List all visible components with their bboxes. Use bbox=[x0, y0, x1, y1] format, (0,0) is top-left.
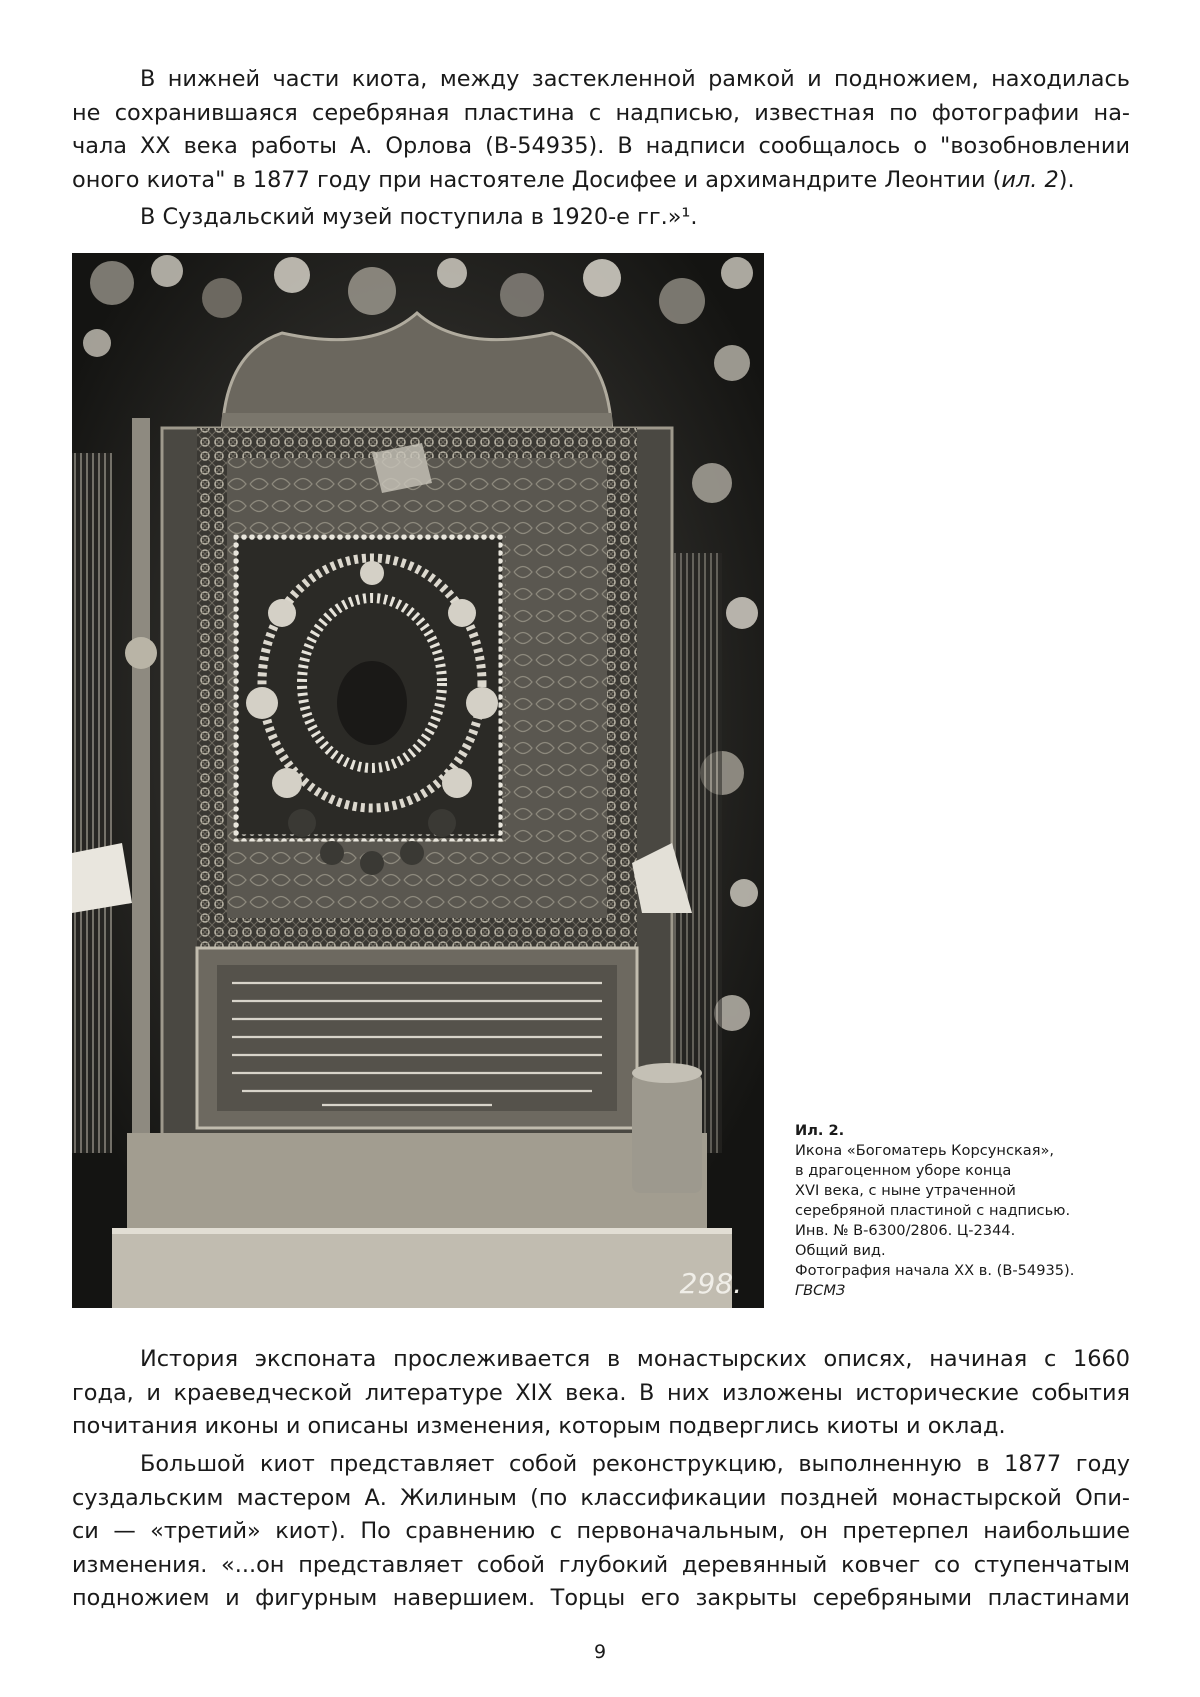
text-line: си — «третий» киот). По сравнению с первоначальным, он претерпел наибольшие bbox=[72, 1518, 1130, 1544]
icon-photograph bbox=[72, 253, 764, 1308]
text-line: Большой киот представляет собой реконструкцию, выполненную в 1877 году bbox=[140, 1451, 1130, 1477]
page-number: 9 bbox=[593, 1641, 607, 1663]
paragraph-large-kiot bbox=[72, 1448, 1130, 1616]
text-line bbox=[72, 164, 1130, 198]
paragraph-kiot-plate bbox=[72, 63, 1130, 197]
text-line: подножием и фигурным навершием. Торцы его закрыты серебряными пластинами bbox=[72, 1585, 1130, 1611]
paragraph-history bbox=[72, 1343, 1130, 1444]
plate-number: 298. bbox=[679, 1267, 742, 1300]
text-line: не сохранившаяся серебряная пластина с надписью, известная по фотографии на- bbox=[72, 99, 1130, 126]
text-fragment: ). bbox=[1058, 166, 1075, 193]
caption-line: серебряной пластиной с надписью. bbox=[795, 1202, 1071, 1219]
caption-line: Общий вид. bbox=[795, 1242, 886, 1259]
text-line: изменения. «...он представляет собой глубокий деревянный ковчег со ступенчатым bbox=[72, 1551, 1130, 1578]
caption-line: Инв. № В-6300/2806. Ц-2344. bbox=[795, 1222, 1016, 1239]
text-line: В нижней части киота, между застекленной рамкой и подножием, находилась bbox=[140, 66, 1130, 92]
caption-line: Фотография начала XX в. (В-54935). bbox=[795, 1262, 1075, 1279]
caption-line: XVI века, с ныне утраченной bbox=[795, 1182, 1016, 1199]
caption-line: в драгоценном уборе конца bbox=[795, 1162, 1012, 1179]
caption-source: ГВСМЗ bbox=[795, 1282, 846, 1299]
illustration-caption bbox=[795, 1121, 1125, 1301]
paragraph-museum bbox=[72, 201, 1130, 235]
text-line: чала XX века работы А. Орлова (В-54935). В надписи сообщалось о "возобновлении bbox=[72, 133, 1130, 159]
text-line: История экспоната прослеживается в монастырских описях, начиная с 1660 bbox=[140, 1346, 1130, 1372]
text-fragment: оного киота" в 1877 году при настоятеле Досифее и архимандрите Леонтии ( bbox=[72, 166, 1002, 193]
text-line: года, и краеведческой литературе XIX века. В них изложены исторические события bbox=[72, 1379, 1130, 1406]
illustration-reference: ил. 2 bbox=[1001, 166, 1059, 193]
text-line: почитания иконы и описаны изменения, которым подверглись киоты и оклад. bbox=[72, 1413, 1006, 1439]
text-line: суздальским мастером А. Жилиным (по классификации поздней монастырской Опи- bbox=[72, 1484, 1130, 1511]
text-line: В Суздальский музей поступила в 1920-е гг.»¹. bbox=[140, 204, 698, 230]
caption-line: Икона «Богоматерь Корсунская», bbox=[795, 1142, 1055, 1159]
icon-photograph-image bbox=[72, 253, 764, 1308]
caption-title: Ил. 2. bbox=[795, 1122, 845, 1139]
